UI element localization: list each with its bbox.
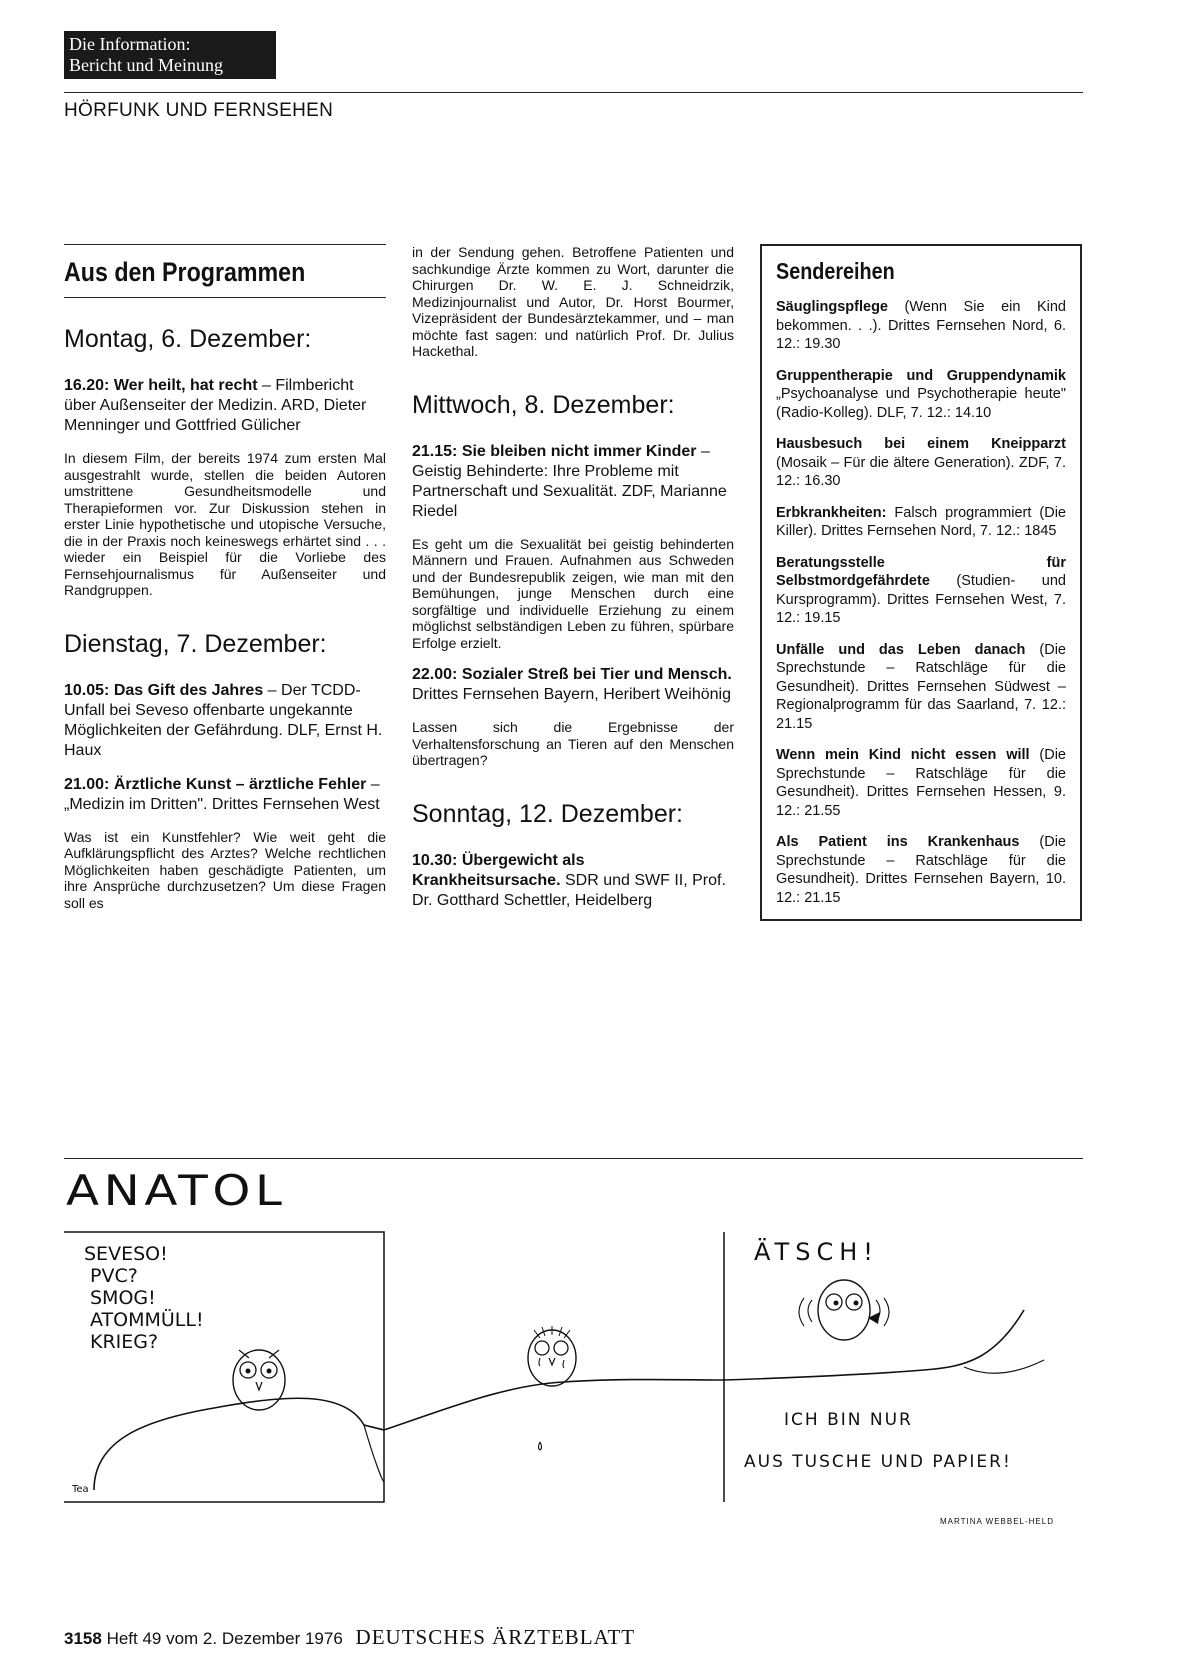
owl-2-icon bbox=[528, 1326, 576, 1450]
series-item bbox=[776, 554, 1066, 628]
cartoon-rule bbox=[64, 1158, 1083, 1159]
panel-1-line: SEVESO! bbox=[84, 1243, 168, 1265]
series-item-title: Hausbesuch bei einem Kneipparzt bbox=[776, 436, 1066, 452]
series-item bbox=[776, 298, 1066, 354]
panel-1-line: KRIEG? bbox=[90, 1331, 159, 1353]
header-rule bbox=[64, 92, 1083, 93]
series-item bbox=[776, 641, 1066, 734]
program-note: Was ist ein Kunstfehler? Wie weit geht die Aufklärungspflicht des Arztes? Welche rechtlichen Möglichkeiten haben geschädigte Patienten, um ihre Ansprüche durchzusetzen? Um diese Fragen soll es bbox=[64, 828, 386, 911]
series-item-title: Als Patient ins Krankenhaus bbox=[776, 834, 1020, 850]
cartoon-signature: Tea bbox=[72, 1484, 89, 1495]
program-entry bbox=[64, 681, 386, 761]
series-item-text: (Mosaik – Für die ältere Generation). ZDF, 7. 12.: 16.30 bbox=[776, 454, 1066, 489]
day-heading: Dienstag, 7. Dezember: bbox=[64, 629, 327, 658]
series-item-title: Gruppentherapie und Gruppendynamik bbox=[776, 367, 1066, 384]
day-heading: Sonntag, 12. Dezember: bbox=[412, 799, 683, 828]
series-item bbox=[776, 833, 1066, 907]
program-description: Drittes Fernsehen Bayern, Heribert Weihönig bbox=[412, 686, 731, 703]
series-box bbox=[760, 244, 1082, 921]
panel-3-caption-1: ICH BIN NUR bbox=[784, 1410, 913, 1430]
program-entry bbox=[412, 665, 734, 705]
program-entry bbox=[412, 851, 734, 911]
cartoon-credit: MARTINA WEBBEL-HELD bbox=[940, 1517, 1054, 1526]
section-badge bbox=[64, 31, 276, 79]
cartoon-strip bbox=[64, 1230, 1083, 1510]
program-note: Lassen sich die Ergebnisse der Verhaltensforschung an Tieren auf den Menschen übertragen? bbox=[412, 719, 734, 768]
series-item-text: (Wenn Sie ein Kind bekommen. . .). Drittes Fernsehen Nord, 6. 12.: 19.30 bbox=[776, 299, 1066, 352]
panel-1-line: ATOMMÜLL! bbox=[90, 1309, 204, 1331]
program-time-title: 21.00: Ärztliche Kunst – ärztliche Fehler bbox=[64, 775, 367, 793]
series-item bbox=[776, 504, 1066, 541]
series-item-text: (Die Sprechstunde – Ratschläge für die Gesundheit). Drittes Fernsehen Hessen, 9. 12.: 21.55 bbox=[776, 747, 1066, 819]
programs-column-2 bbox=[412, 244, 734, 925]
program-time-title: 22.00: Sozialer Streß bei Tier und Mensch. bbox=[412, 666, 732, 683]
series-item-text: Falsch programmiert (Die Killer). Drittes Fernsehen Nord, 7. 12.: 1845 bbox=[776, 504, 1066, 539]
series-title: Sendereihen bbox=[776, 258, 895, 284]
series-item bbox=[776, 746, 1066, 820]
programs-title: Aus den Programmen bbox=[64, 257, 306, 287]
program-note: Es geht um die Sexualität bei geistig behinderten Männern und Frauen. Aufnahmen aus Schweden und der Bundesrepublik zeigen, wie man mit den Bemühungen, junge Menschen durch eine sorgfältige und individuelle Erziehung zu einem möglichst selbständigen Leben zu führen, spürbare Erfolge erzielt. bbox=[412, 535, 734, 651]
page-footer bbox=[64, 1625, 635, 1650]
programs-column-1 bbox=[64, 244, 386, 925]
program-note-continued: in der Sendung gehen. Betroffene Patienten und sachkundige Ärzte kommen zu Wort, darunter die Chirurgen Dr. W. E. J. Schneidrzik, Medizinjournalist und Autor, Dr. Horst Bourmer, Vizepräsident der Bundesärztekammer, und – man möchte fast sagen: und natürlich Prof. Dr. Julius Hackethal. bbox=[412, 244, 734, 359]
series-item-title: Wenn mein Kind nicht essen will bbox=[776, 747, 1030, 763]
owl-3-icon bbox=[799, 1280, 889, 1340]
panel-3-caption-2: AUS TUSCHE UND PAPIER! bbox=[744, 1452, 1012, 1472]
program-entry bbox=[64, 775, 386, 815]
series-item-text: (Die Sprechstunde – Ratschläge für die Gesundheit). Drittes Fernsehen Südwest – Regionalprogramm für das Saarland, 7. 12.: 21.15 bbox=[776, 641, 1066, 732]
program-time-title: 10.05: Das Gift des Jahres bbox=[64, 681, 264, 699]
panel-3-exclamation: ÄTSCH! bbox=[754, 1238, 879, 1266]
series-item-title: Unfälle und das Leben danach bbox=[776, 641, 1026, 658]
page-number: 3158 bbox=[64, 1629, 102, 1648]
program-time-title: 10.30: Übergewicht als Krankheitsursache. bbox=[412, 851, 585, 889]
badge-line-1: Die Information: bbox=[69, 34, 191, 54]
cartoon-title: ANATOL bbox=[66, 1166, 287, 1215]
program-description: – „Medizin im Dritten". Drittes Fernsehen West bbox=[64, 775, 380, 813]
program-description: – Der TCDD-Unfall bei Seveso offenbarte ungekannte Möglichkeiten der Gefährdung. DLF, Ernst H. Haux bbox=[64, 681, 383, 759]
program-time-title: 21.15: Sie bleiben nicht immer Kinder bbox=[412, 442, 697, 460]
panel-1-line: SMOG! bbox=[90, 1287, 156, 1309]
badge-line-2: Bericht und Meinung bbox=[69, 55, 223, 75]
magazine-name: DEUTSCHES ÄRZTEBLATT bbox=[355, 1625, 636, 1649]
series-item-title: Erbkrankheiten: bbox=[776, 504, 887, 521]
issue-info: Heft 49 vom 2. Dezember 1976 bbox=[106, 1629, 343, 1648]
series-item bbox=[776, 435, 1066, 491]
program-description: SDR und SWF II, Prof. Dr. Gotthard Schettler, Heidelberg bbox=[412, 871, 726, 909]
series-column bbox=[760, 244, 1082, 921]
day-heading: Montag, 6. Dezember: bbox=[64, 325, 312, 353]
series-item-text: „Psychoanalyse und Psychotherapie heute" (Radio-Kolleg). DLF, 7. 12.: 14.10 bbox=[776, 386, 1066, 421]
program-time-title: 16.20: Wer heilt, hat recht bbox=[64, 377, 258, 394]
program-entry bbox=[64, 376, 386, 436]
program-note: In diesem Film, der bereits 1974 zum ersten Mal ausgestrahlt wurde, stellen die beiden Autoren umstrittene Gesundheitsmodelle und Therapieformen vor. Zur Diskussion stehen in erster Linie hypothetische und utopische Versuche, die in der Praxis noch keineswegs erhärtet sind . . . wieder ein Beispiel für die Vorliebe des Fernsehjournalismus für Außenseiter und Randgruppen. bbox=[64, 450, 386, 598]
series-item-title: Beratungsstelle für Selbstmordgefährdete bbox=[776, 554, 1066, 589]
series-item-text: (Die Sprechstunde – Ratschläge für die Gesundheit). Drittes Fernsehen Bayern, 10. 12.: 21.15 bbox=[776, 834, 1066, 906]
series-item-text: (Studien- und Kursprogramm). Drittes Fernsehen West, 7. 12.: 19.15 bbox=[776, 573, 1066, 626]
program-entry bbox=[412, 442, 734, 522]
section-heading: HÖRFUNK UND FERNSEHEN bbox=[64, 100, 334, 121]
day-heading: Mittwoch, 8. Dezember: bbox=[412, 390, 675, 419]
series-item bbox=[776, 367, 1066, 423]
program-description: – Filmbericht über Außenseiter der Medizin. ARD, Dieter Menninger und Gottfried Gülicher bbox=[64, 377, 367, 434]
panel-1-line: PVC? bbox=[90, 1265, 138, 1287]
series-item-title: Säuglingspflege bbox=[776, 299, 888, 315]
program-description: – Geistig Behinderte: Ihre Probleme mit Partnerschaft und Sexualität. ZDF, Marianne Riedel bbox=[412, 442, 727, 520]
